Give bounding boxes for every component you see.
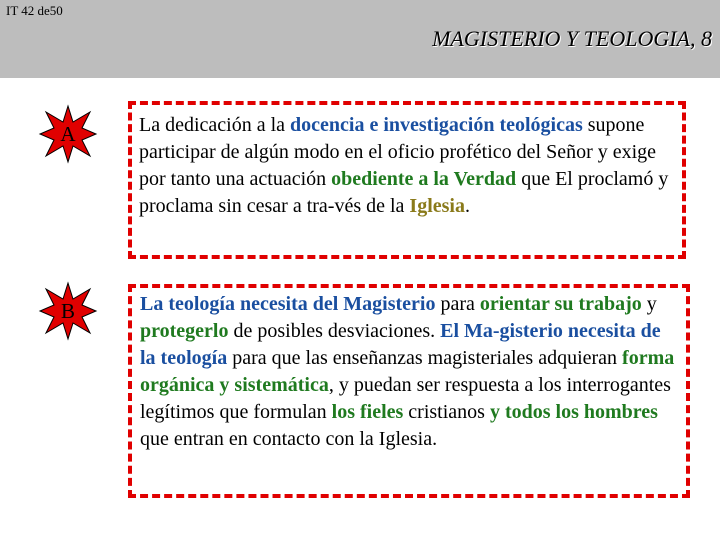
badge-label: B <box>60 298 75 323</box>
header-bar <box>0 0 720 78</box>
text-segment: que El proclamó y proclama sin cesar a tra-vés de la <box>139 168 669 217</box>
text-segment: La dedicación a la <box>139 114 291 136</box>
highlight-blue: El Ma-gisterio necesita de la teología <box>140 320 661 369</box>
text-segment: supone participar de algún modo en el oficio profético del Señor y exige por tanto una actuación <box>139 114 657 190</box>
highlight-blue: docencia e investigación teológicas <box>290 114 583 136</box>
highlight-green: protegerlo <box>140 320 229 342</box>
text-segment: de posibles desviaciones. <box>228 320 441 342</box>
text-segment: que entran en contacto con la Iglesia. <box>140 428 438 450</box>
paragraph-b <box>140 291 680 453</box>
page-title: MAGISTERIO Y TEOLOGIA, 8 <box>432 26 712 51</box>
highlight-green: orientar su trabajo <box>479 293 642 315</box>
badge-a <box>38 104 98 164</box>
text-segment: para <box>435 293 480 315</box>
text-segment: cristianos <box>403 401 490 423</box>
highlight-blue: La teología necesita del Magisterio <box>140 293 436 315</box>
highlight-green: y todos los hombres <box>489 401 658 423</box>
paragraph-a <box>139 112 675 220</box>
highlight-green: los fieles <box>331 401 404 423</box>
text-segment: para que las enseñanzas magisteriales adquieran <box>227 347 623 369</box>
highlight-green: obediente a la Verdad <box>331 168 517 190</box>
text-segment: y <box>641 293 657 315</box>
highlight-olive: Iglesia <box>409 195 465 217</box>
text-segment: . <box>464 195 470 217</box>
badge-b <box>38 281 98 341</box>
text-segment: , y puedan ser respuesta a los interrogantes legítimos que formulan <box>140 374 671 423</box>
highlight-green: forma orgánica y sistemática <box>140 347 675 396</box>
badge-label: A <box>60 121 76 146</box>
slide-counter: IT 42 de50 <box>6 3 63 18</box>
